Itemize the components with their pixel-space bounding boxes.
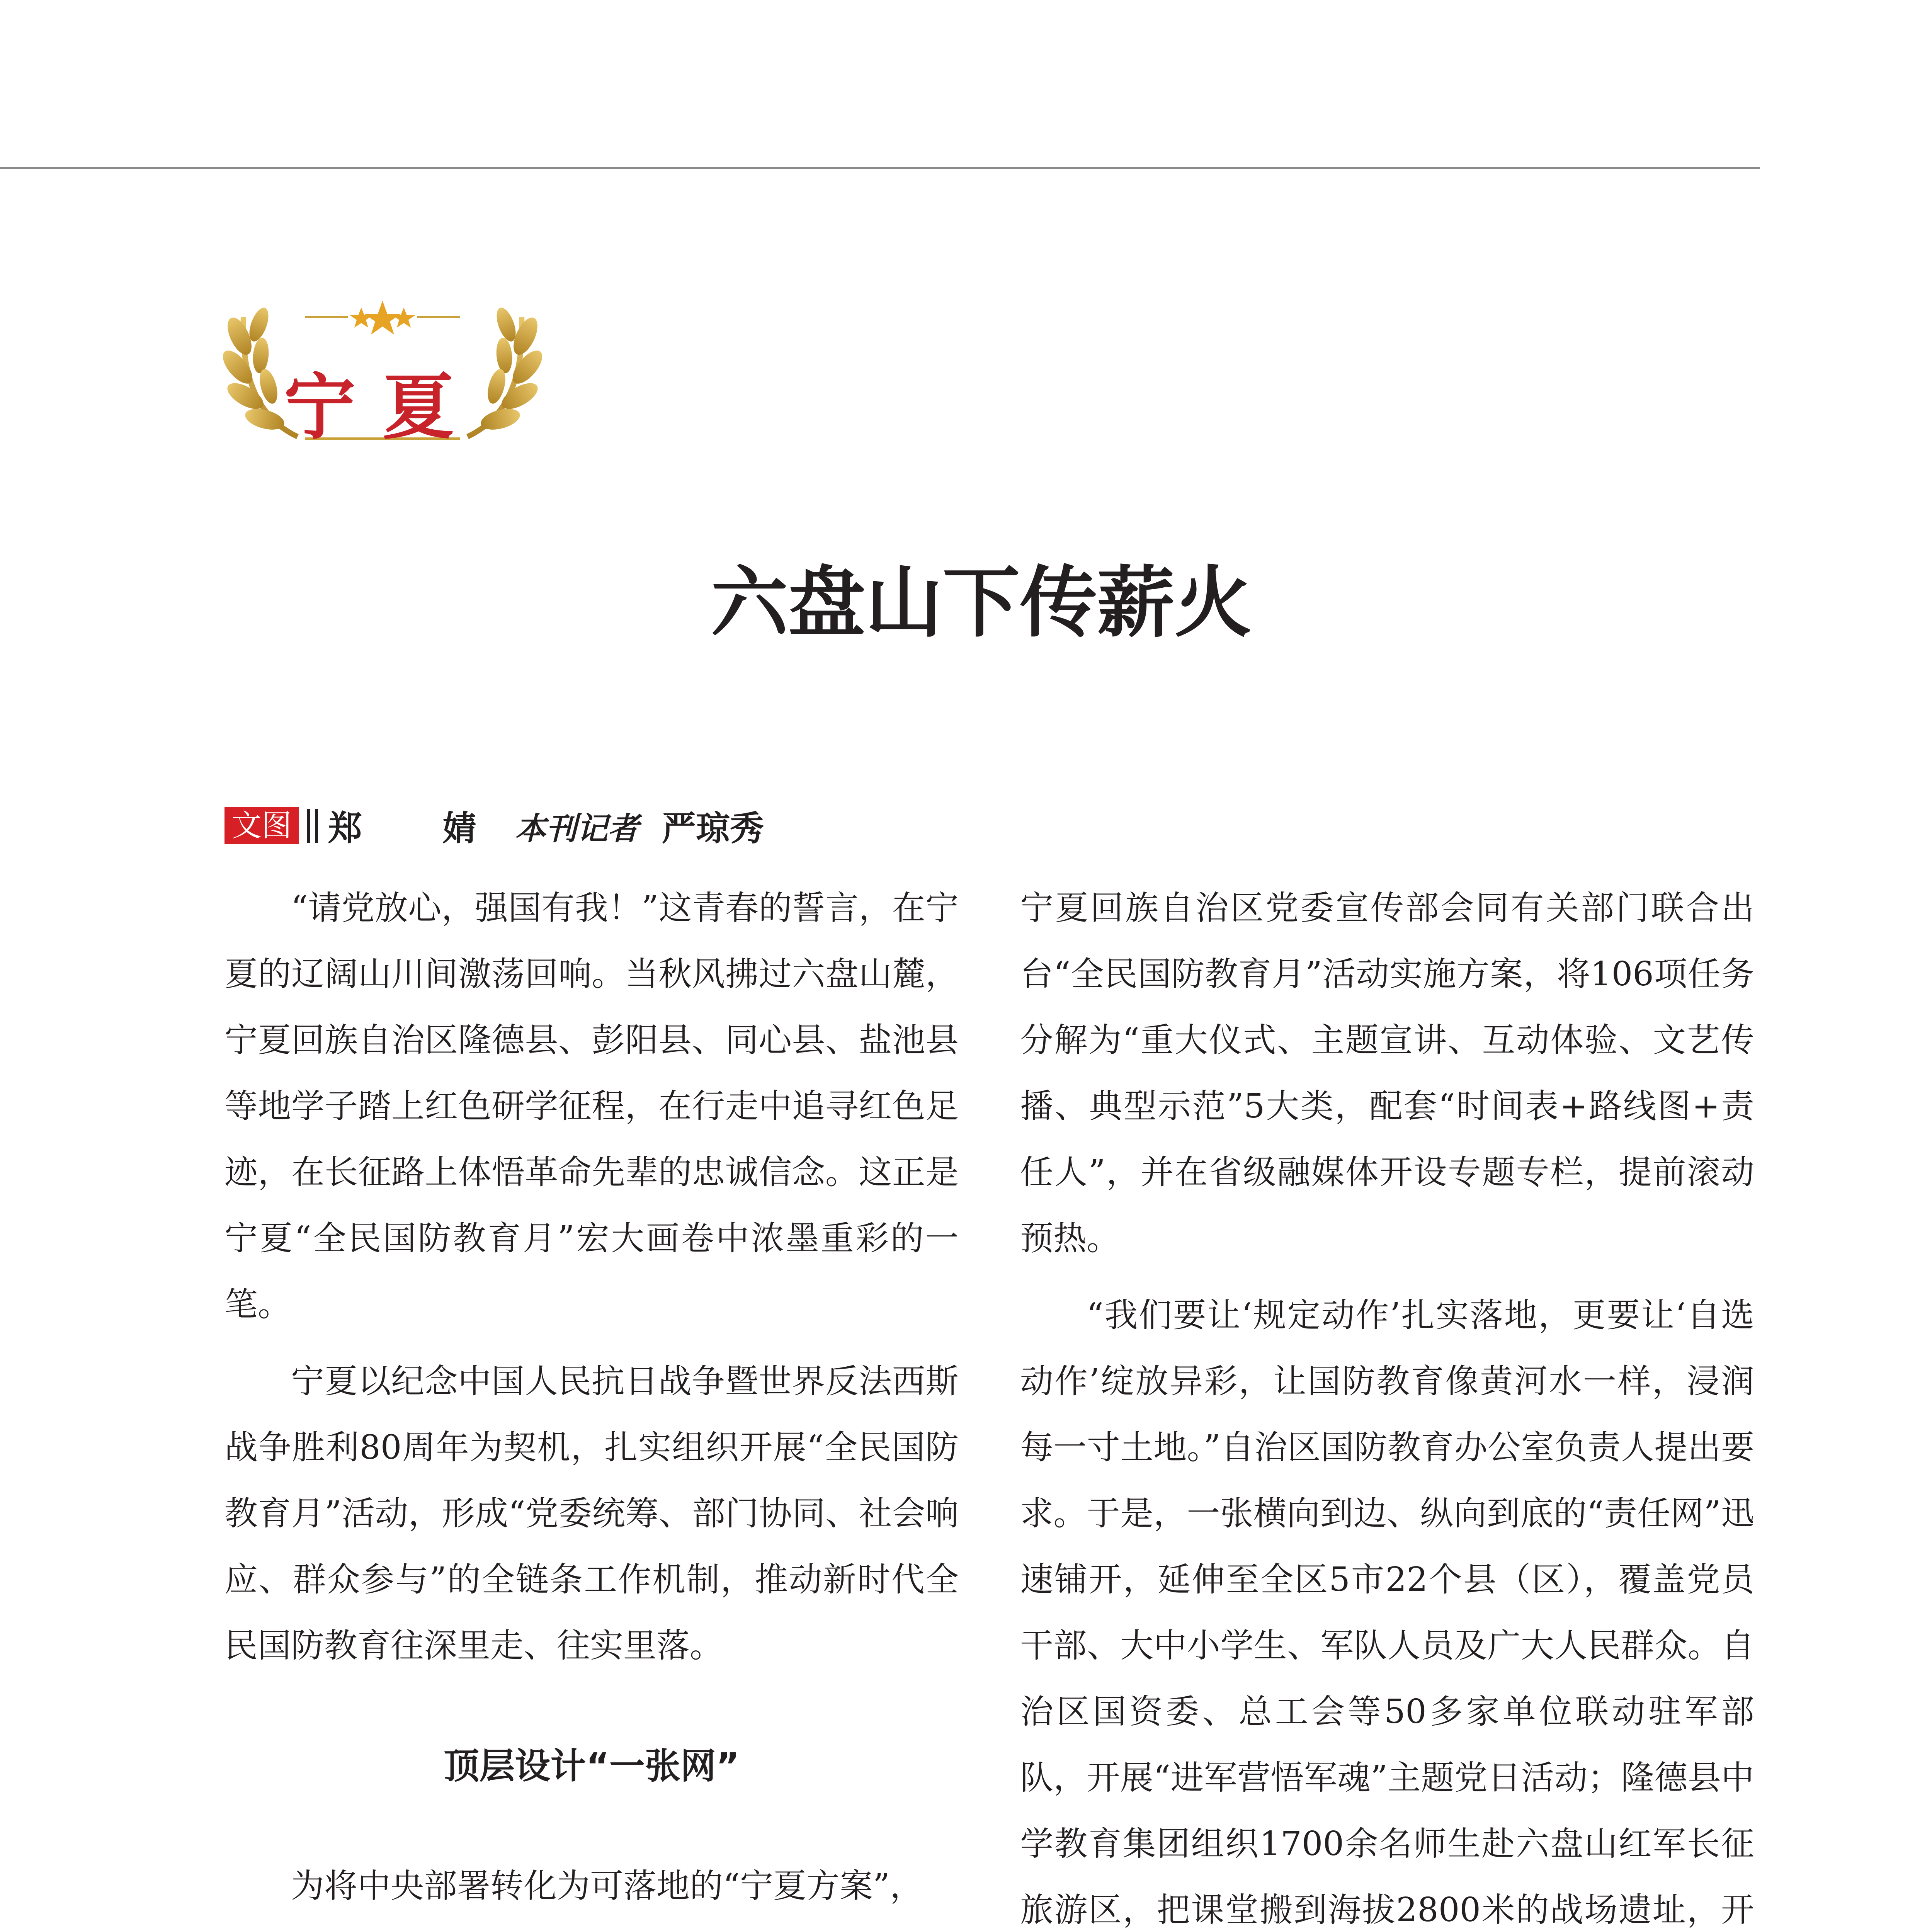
byline [224,804,764,847]
section-heading: 顶层设计“一张网” [444,1745,740,1787]
article-column-left [224,875,959,1919]
byline-role: 本刊记者 [515,810,639,847]
region-emblem [216,294,564,456]
byline-author: 郑 婧 [328,808,500,848]
paragraph: “请党放心，强国有我！”这青春的誓言，在宁夏的辽阔山川间激荡回响。当秋风拂过六盘山麓，宁夏回族自治区隆德县、彭阳县、同心县、盐池县等地学子踏上红色研学征程，在行走中追寻红色足迹，在长征路上体悟革命先辈的忠诚信念。这正是宁夏“全民国防教育月”宏大画卷中浓墨重彩的一笔。 [224,889,959,1324]
byline-divider [307,809,310,843]
article-title: 六盘山下传薪火 [711,558,1252,648]
region-label: 宁夏 [284,365,481,449]
paragraph: “我们要让‘规定动作’扎实落地，更要让‘自选动作’绽放异彩，让国防教育像黄河水一样，浸润每一寸土地。”自治区国防教育办公室负责人提出要求。于是，一张横向到边、纵向到底的“责任网”迅速铺开，延伸至全区5市22个县（区），覆盖党员干部、大中小学生、军队人员及广大人民群众。自治区国资委、总工会等50多家单位联动驻军部队，开展“进军营悟军魂”主题党日活动；隆德县中学教育集团组织1700余名师生赴六盘山红军长征旅游区，把课堂搬到海拔2800米的战场遗址，开 [1020,1296,1754,1929]
paragraph: 宁夏以纪念中国人民抗日战争暨世界反法西斯战争胜利80周年为契机，扎实组织开展“全民国防教育月”活动，形成“党委统筹、部门协同、社会响应、群众参与”的全链条工作机制，推动新时代全民国防教育往深里走、往实里落。 [224,1362,959,1665]
byline-tag: 文图 [224,807,299,844]
paragraph: 宁夏回族自治区党委宣传部会同有关部门联合出台“全民国防教育月”活动实施方案，将106项任务分解为“重大仪式、主题宣讲、互动体验、文艺传播、典型示范”5大类，配套“时间表+路线图+责任人”，并在省级融媒体开设专题专栏，提前滚动预热。 [1020,889,1754,1258]
byline-divider [315,809,318,843]
byline-reporter: 严琼秀 [662,808,764,848]
paragraph: 为将中央部署转化为可落地的“宁夏方案”， [291,1867,923,1905]
article-column-right [1020,875,1754,1932]
header-rule [0,167,1760,169]
